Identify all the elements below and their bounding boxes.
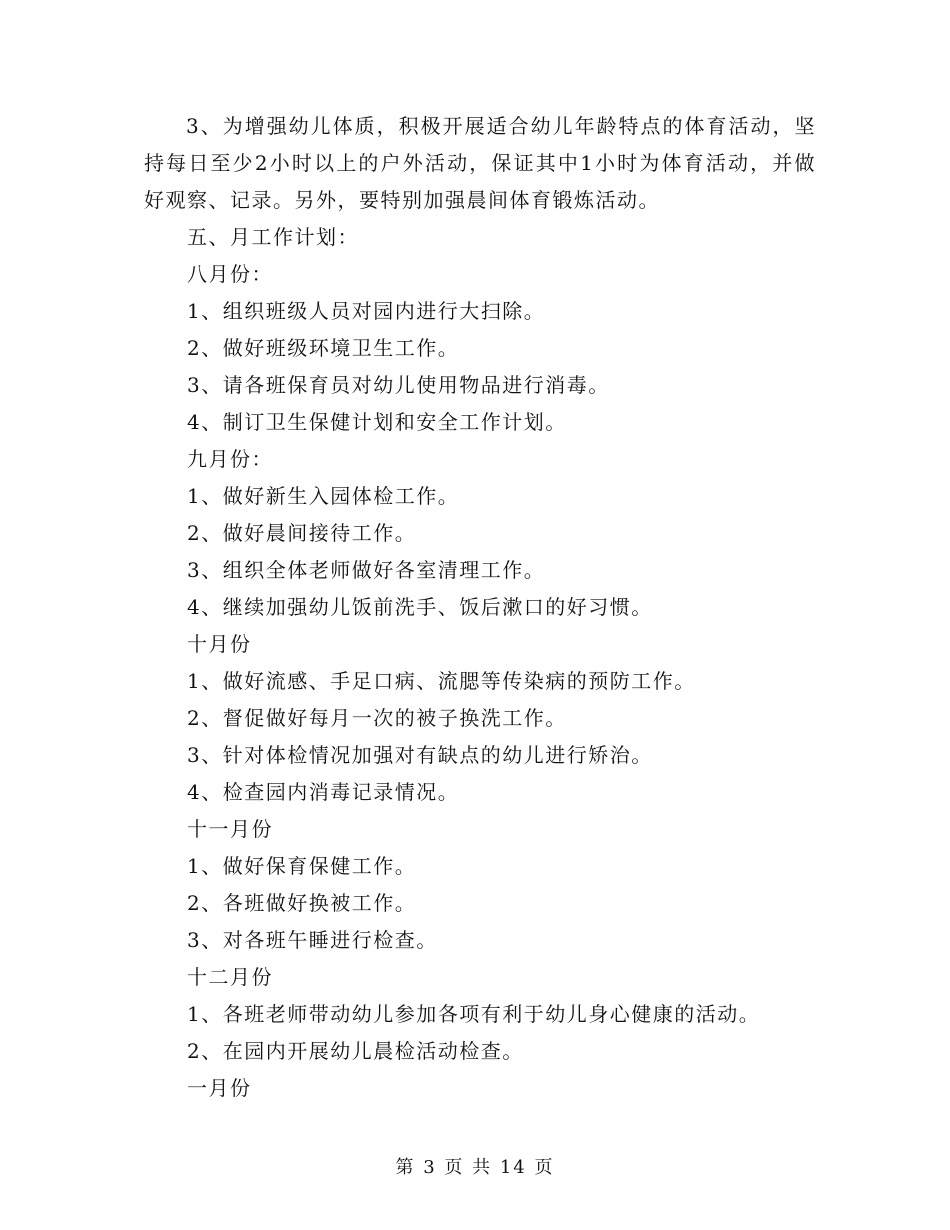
list-item: 2、督促做好每月一次的被子换洗工作。	[187, 706, 567, 730]
intro-paragraph: 3、为增强幼儿体质，积极开展适合幼儿年龄特点的体育活动，坚持每日至少2小时以上的户外活动，保证其中1小时为体育活动，并做好观察、记录。另外，要特别加强晨间体育锻炼活动。	[144, 114, 816, 212]
month-heading: 十一月份	[187, 817, 273, 841]
list-item: 1、做好保育保健工作。	[187, 854, 417, 878]
month-heading: 十月份	[187, 632, 252, 656]
list-item: 3、组织全体老师做好各室清理工作。	[187, 558, 546, 582]
list-item: 3、对各班午睡进行检查。	[187, 928, 438, 952]
month-heading: 八月份：	[187, 262, 273, 286]
list-item: 1、各班老师带动幼儿参加各项有利于幼儿身心健康的活动。	[187, 1002, 761, 1026]
list-item: 3、请各班保育员对幼儿使用物品进行消毒。	[187, 373, 610, 397]
list-item: 3、针对体检情况加强对有缺点的幼儿进行矫治。	[187, 743, 653, 767]
list-item: 2、做好晨间接待工作。	[187, 521, 417, 545]
list-item: 4、检查园内消毒记录情况。	[187, 780, 460, 804]
list-item: 1、做好流感、手足口病、流腮等传染病的预防工作。	[187, 669, 696, 693]
month-heading: 十二月份	[187, 965, 273, 989]
month-heading: 一月份	[187, 1076, 252, 1100]
list-item: 1、组织班级人员对园内进行大扫除。	[187, 299, 546, 323]
list-item: 4、制订卫生保健计划和安全工作计划。	[187, 410, 567, 434]
list-item: 4、继续加强幼儿饭前洗手、饭后漱口的好习惯。	[187, 595, 653, 619]
list-item: 2、做好班级环境卫生工作。	[187, 336, 460, 360]
document-body	[144, 108, 816, 1107]
month-heading: 九月份：	[187, 447, 273, 471]
list-item: 1、做好新生入园体检工作。	[187, 484, 460, 508]
page-number-footer: 第 3 页 共 14 页	[395, 1157, 555, 1178]
section-heading: 五、月工作计划：	[187, 225, 359, 249]
list-item: 2、在园内开展幼儿晨检活动检查。	[187, 1039, 524, 1063]
list-item: 2、各班做好换被工作。	[187, 891, 417, 915]
